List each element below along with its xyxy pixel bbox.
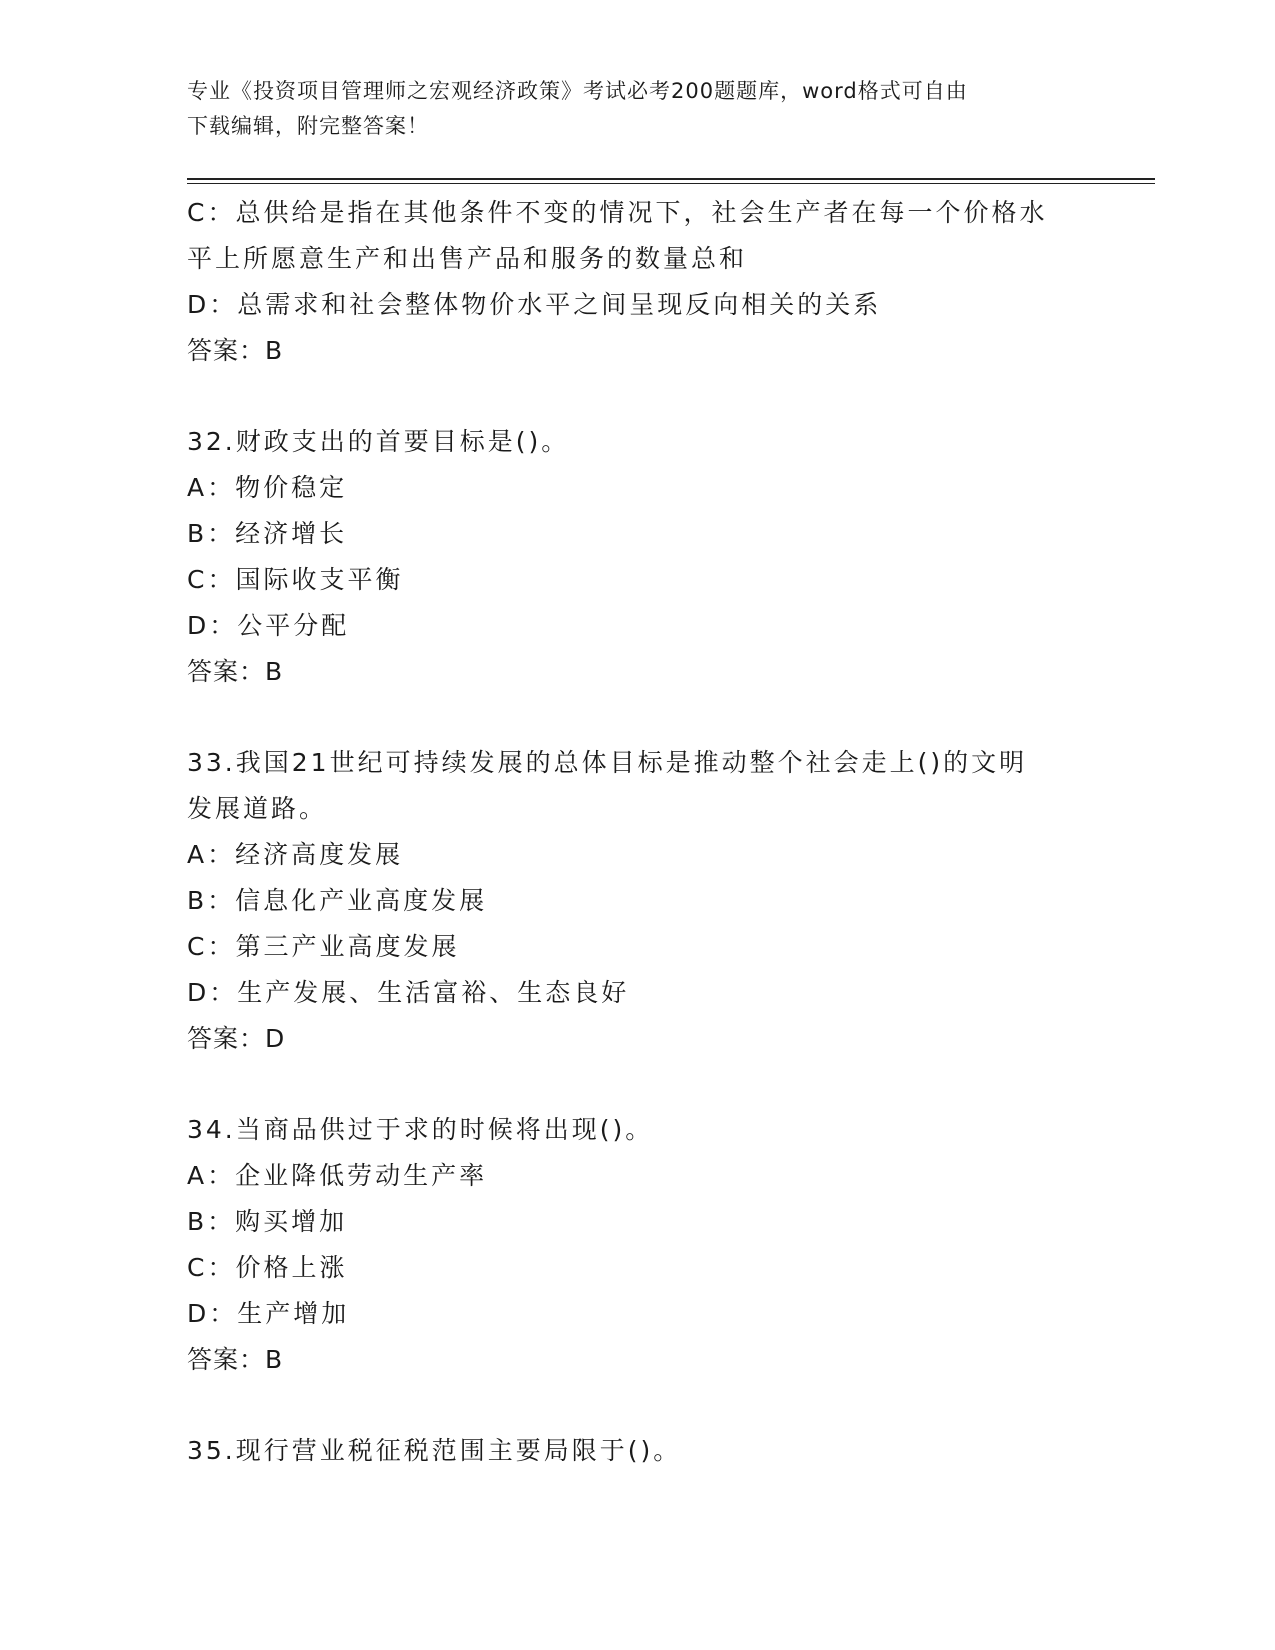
header-line-2: 下载编辑，附完整答案！ [187, 114, 429, 138]
answer: 答案：B [187, 657, 284, 686]
question-text-line-1: 33.我国21世纪可持续发展的总体目标是推动整个社会走上()的文明 [187, 748, 1028, 777]
answer: 答案：B [187, 1345, 284, 1374]
option-a: A：经济高度发展 [187, 840, 404, 869]
document-body [187, 190, 1087, 1474]
option-b: B：信息化产业高度发展 [187, 886, 488, 915]
option-c-line-1: C：总供给是指在其他条件不变的情况下，社会生产者在每一个价格水 [187, 198, 1048, 227]
option-a: A：企业降低劳动生产率 [187, 1161, 488, 1190]
header-divider-thin [187, 183, 1155, 184]
question-32 [187, 419, 1087, 695]
header-divider-thick [187, 178, 1155, 180]
option-c: C：价格上涨 [187, 1253, 348, 1282]
option-d: D：公平分配 [187, 611, 350, 640]
option-d: D：总需求和社会整体物价水平之间呈现反向相关的关系 [187, 290, 882, 319]
question-33 [187, 740, 1087, 1062]
option-c: C：国际收支平衡 [187, 565, 404, 594]
answer: 答案：B [187, 336, 284, 365]
option-c: C：第三产业高度发展 [187, 932, 460, 961]
question-35 [187, 1428, 1087, 1474]
question-34 [187, 1107, 1087, 1383]
question-text: 34.当商品供过于求的时候将出现()。 [187, 1115, 654, 1144]
question-text: 35.现行营业税征税范围主要局限于()。 [187, 1436, 682, 1465]
option-b: B：经济增长 [187, 519, 348, 548]
header-line-1: 专业《投资项目管理师之宏观经济政策》考试必考200题题库，word格式可自由 [187, 79, 968, 103]
option-d: D：生产发展、生活富裕、生态良好 [187, 978, 630, 1007]
question-31-tail [187, 190, 1087, 374]
answer: 答案：D [187, 1024, 286, 1053]
option-b: B：购买增加 [187, 1207, 348, 1236]
question-text-line-2: 发展道路。 [187, 794, 328, 823]
question-text: 32.财政支出的首要目标是()。 [187, 427, 570, 456]
option-c-line-2: 平上所愿意生产和出售产品和服务的数量总和 [187, 244, 748, 273]
option-d: D：生产增加 [187, 1299, 350, 1328]
document-header [187, 74, 1087, 144]
option-a: A：物价稳定 [187, 473, 348, 502]
